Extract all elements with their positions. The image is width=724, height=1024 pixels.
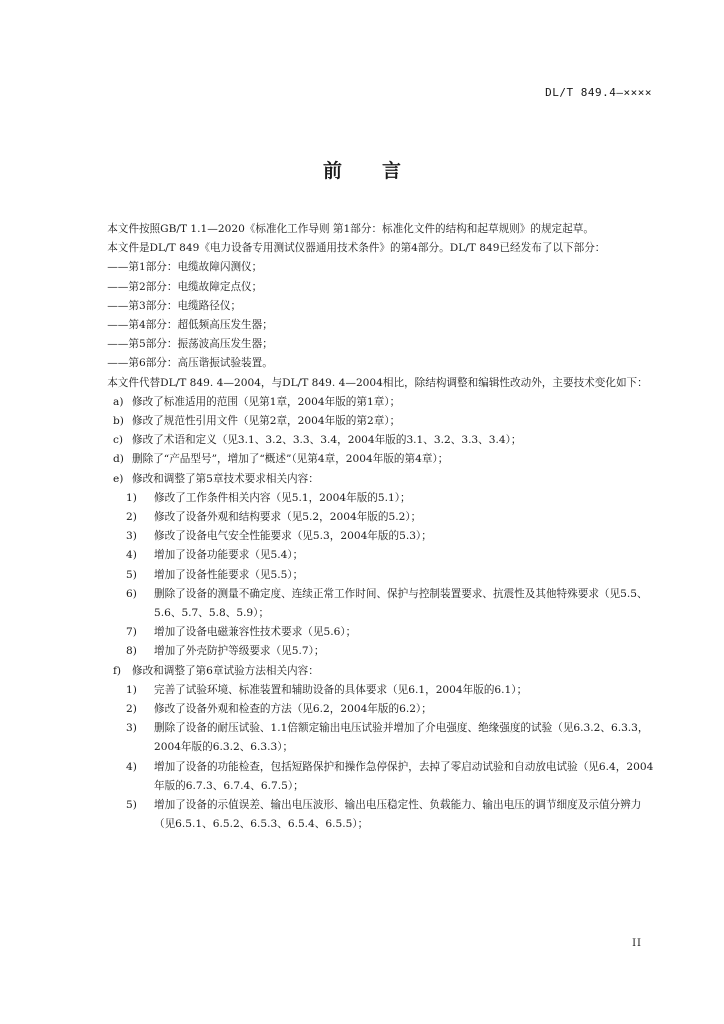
list-marker: 4) [126,549,137,562]
list-marker: 3) [126,530,137,543]
change-item [86,470,656,489]
sub-change-item [86,546,656,565]
part-item: ——第2部分：电缆故障定点仪； [107,280,263,293]
sub-change-item [86,719,656,757]
document-code: DL/T 849.4—×××× [545,86,652,99]
part-item: ——第5部分：振荡波高压发生器； [107,338,273,351]
page-number: II [632,938,642,949]
sub-change-text: 修改了设备外观和结构要求（见5.2，2004年版的5.2）； [154,511,422,524]
change-text: 修改和调整了第5章技术要求相关内容： [132,472,319,485]
sub-change-text: 修改了设备外观和检查的方法（见6.2，2004年版的6.2）； [154,703,432,716]
sub-change-item [86,527,656,546]
part-item: ——第6部分：高压谐振试验装置。 [107,357,273,370]
sub-change-item [86,796,656,834]
sub-change-item [86,566,656,585]
change-text: 修改了规范性引用文件（见第2章，2004年版的第2章）； [132,415,401,428]
part-item: ——第4部分：超低频高压发生器； [107,319,273,332]
sub-change-text: 增加了设备功能要求（见5.4）； [154,549,304,562]
page-title: 前言 [322,160,441,182]
list-marker: 1) [126,683,137,696]
list-marker: c) [113,434,124,447]
sub-change-text: 增加了设备的示值误差、输出电压波形、输出电压稳定性、负载能力、输出电压的调节细度及示值分辨力（见6.5.1、6.5.2、6.5.3、6.5.4、6.5.5）； [154,799,642,831]
list-marker: 2) [126,703,137,716]
change-text: 修改了术语和定义（见3.1、3.2、3.3、3.4，2004年版的3.1、3.2、3.3、3.4）； [132,434,522,447]
sub-change-text: 修改了设备电气安全性能要求（见5.3，2004年版的5.3）； [154,530,432,543]
sub-change-item [86,642,656,661]
sub-change-text: 增加了设备电磁兼容性技术要求（见5.6）； [154,626,357,639]
list-marker: 5) [126,799,137,812]
list-marker: 8) [126,645,137,658]
list-marker: 7) [126,626,137,639]
list-marker: 4) [126,760,137,773]
part-item: ——第3部分：电缆路径仪； [107,299,242,312]
change-text: 修改了标准适用的范围（见第1章，2004年版的第1章）； [132,395,401,408]
list-marker: a) [113,395,124,408]
list-marker: 1) [126,491,137,504]
change-item [86,393,656,412]
sub-change-text: 修改了工作条件相关内容（见5.1，2004年版的5.1）； [154,491,411,504]
list-marker: f) [113,664,122,677]
sub-change-item [86,758,656,796]
sub-change-item [86,585,656,623]
sub-change-text: 完善了试验环境、标准装置和辅助设备的具体要求（见6.1，2004年版的6.1）； [154,683,528,696]
sub-change-item [86,623,656,642]
change-item [86,412,656,431]
sub-change-item [86,681,656,700]
sub-change-item [86,700,656,719]
part-item: ——第1部分：电缆故障闪测仪； [107,261,263,274]
sub-change-text: 增加了外壳防护等级要求（见5.7）； [154,645,325,658]
foreword-body [86,220,656,835]
list-marker: e) [113,472,124,485]
sub-change-text: 增加了设备的功能检查，包括短路保护和操作急停保护，去掉了零启动试验和自动放电试验（见6.4，2004年版的6.7.3、6.7.4、6.7.5）； [154,760,654,792]
replacement-paragraph: 本文件代替DL/T 849. 4—2004，与DL/T 849. 4—2004相比，除结构调整和编辑性改动外，主要技术变化如下： [107,376,648,389]
change-item [86,450,656,469]
list-marker: b) [113,415,124,428]
sub-change-item [86,508,656,527]
sub-change-text: 删除了设备的测量不确定度、连续正常工作时间、保护与控制装置要求、抗震性及其他特殊要求（见5.5、5.6、5.7、5.8、5.9）； [154,587,648,620]
list-marker: 6) [126,587,137,600]
change-text: 删除了“产品型号”，增加了“概述”（见第4章，2004年版的第4章）； [132,453,449,466]
change-item [86,431,656,450]
intro-paragraph-1: 本文件按照GB/T 1.1—2020《标准化工作导则 第1部分：标准化文件的结构和起草规则》的规定起草。 [107,223,594,235]
list-marker: 5) [126,568,137,581]
intro-paragraph-2: 本文件是DL/T 849《电力设备专用测试仪器通用技术条件》的第4部分。DL/T 849已经发布了以下部分： [107,242,606,255]
list-marker: d) [113,453,124,466]
sub-change-item [86,489,656,508]
change-text: 修改和调整了第6章试验方法相关内容： [132,664,319,677]
list-marker: 2) [126,511,137,524]
sub-change-text: 删除了设备的耐压试验、1.1倍额定输出电压试验并增加了介电强度、绝缘强度的试验（见6.3.2、6.3.3，2004年版的6.3.2、6.3.3）； [154,722,649,754]
sub-change-text: 增加了设备性能要求（见5.5）； [154,568,304,581]
change-item [86,662,656,681]
list-marker: 3) [126,722,137,735]
